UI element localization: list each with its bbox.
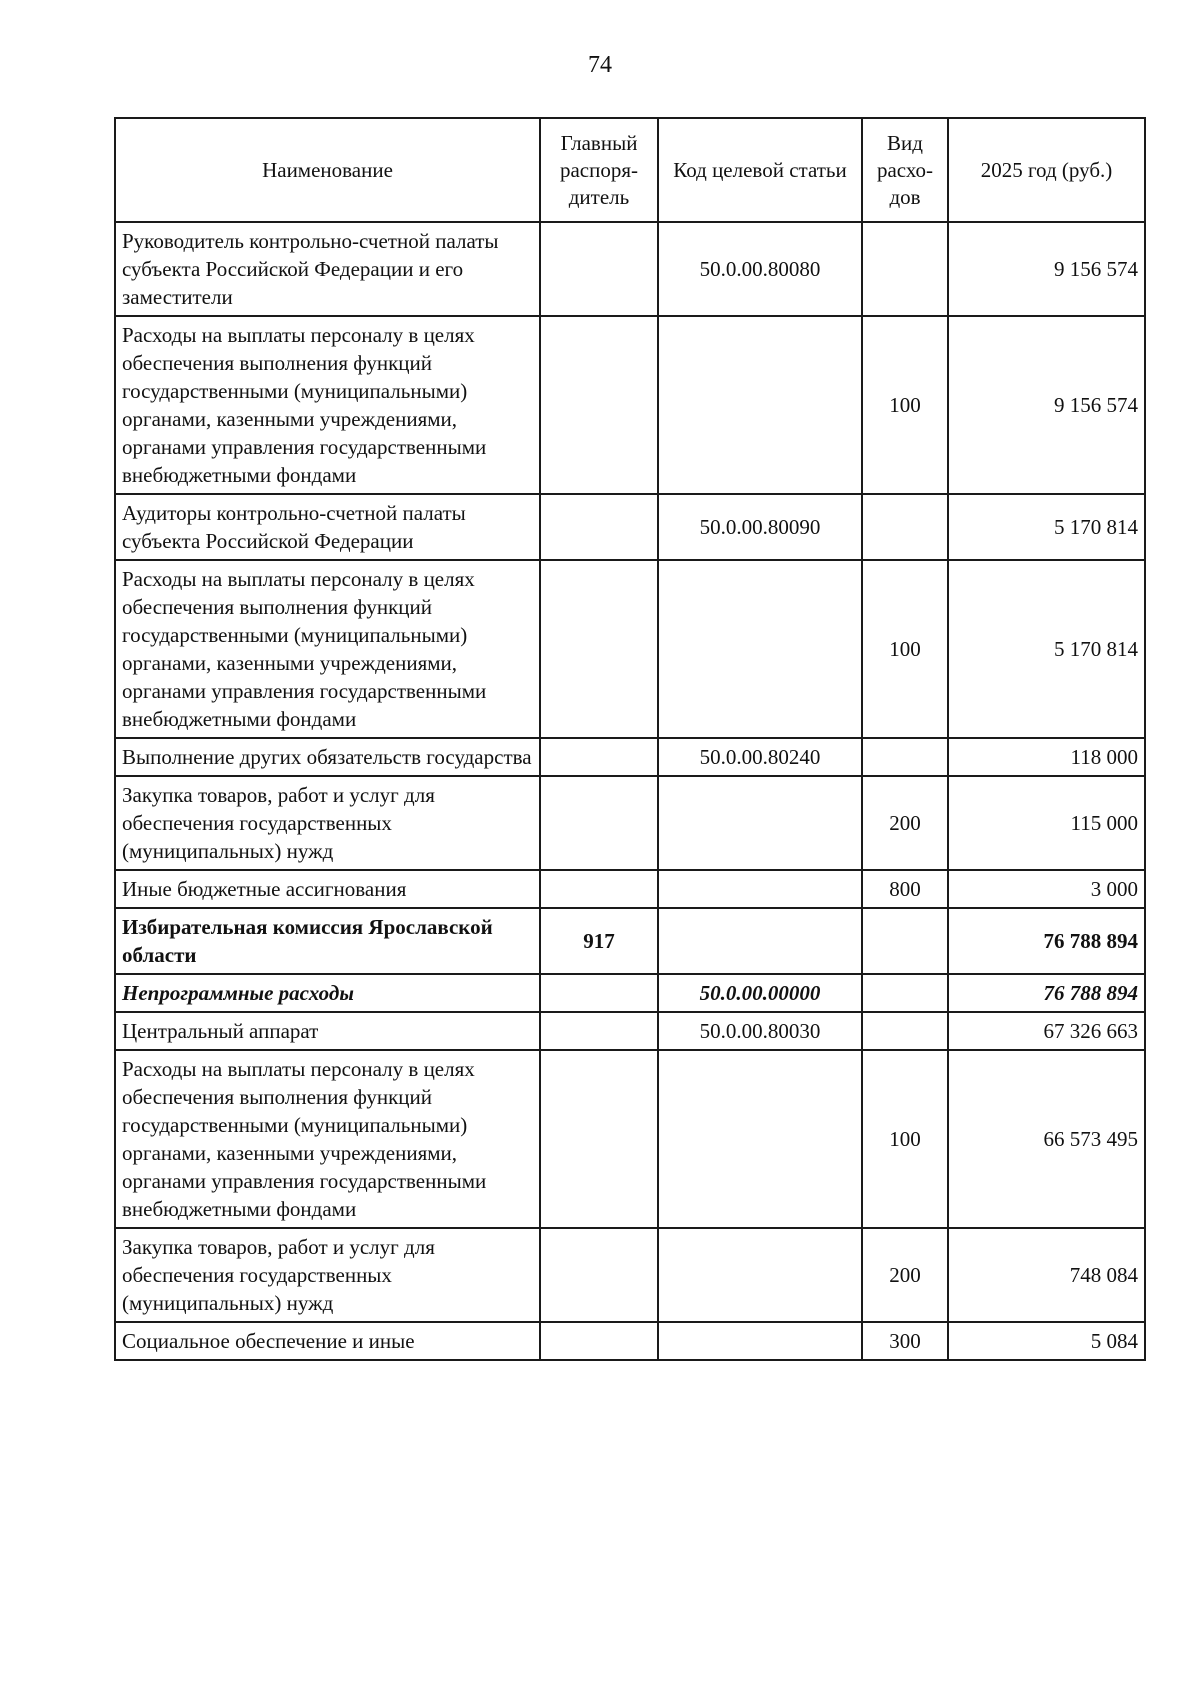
table-row bbox=[115, 222, 1145, 316]
cell-name: Социальное обеспечение и иные bbox=[115, 1322, 540, 1360]
cell-manager bbox=[540, 560, 658, 738]
cell-code: 50.0.00.80240 bbox=[658, 738, 862, 776]
header-manager: Главный распоря-дитель bbox=[540, 118, 658, 222]
table-row bbox=[115, 560, 1145, 738]
cell-amount: 5 084 bbox=[948, 1322, 1145, 1360]
table-row bbox=[115, 1050, 1145, 1228]
cell-name: Непрограммные расходы bbox=[115, 974, 540, 1012]
cell-manager bbox=[540, 1322, 658, 1360]
cell-code bbox=[658, 560, 862, 738]
table-row bbox=[115, 974, 1145, 1012]
table-row bbox=[115, 494, 1145, 560]
cell-type: 100 bbox=[862, 316, 948, 494]
table-row bbox=[115, 1012, 1145, 1050]
cell-type bbox=[862, 974, 948, 1012]
header-amount: 2025 год (руб.) bbox=[948, 118, 1145, 222]
cell-manager bbox=[540, 870, 658, 908]
cell-code bbox=[658, 776, 862, 870]
cell-amount: 5 170 814 bbox=[948, 494, 1145, 560]
cell-type bbox=[862, 738, 948, 776]
cell-amount: 76 788 894 bbox=[948, 974, 1145, 1012]
cell-code: 50.0.00.80080 bbox=[658, 222, 862, 316]
cell-code: 50.0.00.00000 bbox=[658, 974, 862, 1012]
cell-code bbox=[658, 1322, 862, 1360]
cell-type: 200 bbox=[862, 776, 948, 870]
cell-manager: 917 bbox=[540, 908, 658, 974]
cell-manager bbox=[540, 1012, 658, 1050]
cell-type: 100 bbox=[862, 560, 948, 738]
cell-manager bbox=[540, 776, 658, 870]
table-row bbox=[115, 738, 1145, 776]
page-number: 74 bbox=[588, 52, 612, 78]
cell-amount: 76 788 894 bbox=[948, 908, 1145, 974]
table-body bbox=[115, 222, 1145, 1360]
cell-name: Выполнение других обязательств государства bbox=[115, 738, 540, 776]
cell-manager bbox=[540, 1228, 658, 1322]
cell-code bbox=[658, 1228, 862, 1322]
cell-code bbox=[658, 870, 862, 908]
cell-type bbox=[862, 222, 948, 316]
header-name: Наименование bbox=[115, 118, 540, 222]
budget-table bbox=[114, 117, 1146, 1361]
cell-name: Расходы на выплаты персоналу в целях обеспечения выполнения функций государственными (муниципальными) органами, казенными учреждениями, органами управления государственными внебюджетными фондами bbox=[115, 1050, 540, 1228]
cell-name: Закупка товаров, работ и услуг для обеспечения государственных (муниципальных) нужд bbox=[115, 1228, 540, 1322]
cell-amount: 5 170 814 bbox=[948, 560, 1145, 738]
cell-type bbox=[862, 1012, 948, 1050]
table-row bbox=[115, 1322, 1145, 1360]
cell-manager bbox=[540, 494, 658, 560]
cell-amount: 9 156 574 bbox=[948, 222, 1145, 316]
cell-type: 300 bbox=[862, 1322, 948, 1360]
cell-amount: 3 000 bbox=[948, 870, 1145, 908]
cell-code bbox=[658, 1050, 862, 1228]
cell-amount: 748 084 bbox=[948, 1228, 1145, 1322]
cell-amount: 67 326 663 bbox=[948, 1012, 1145, 1050]
table-row bbox=[115, 908, 1145, 974]
cell-type bbox=[862, 908, 948, 974]
cell-code: 50.0.00.80090 bbox=[658, 494, 862, 560]
cell-amount: 115 000 bbox=[948, 776, 1145, 870]
cell-manager bbox=[540, 316, 658, 494]
cell-name: Руководитель контрольно-счетной палаты субъекта Российской Федерации и его заместители bbox=[115, 222, 540, 316]
cell-code bbox=[658, 908, 862, 974]
cell-amount: 66 573 495 bbox=[948, 1050, 1145, 1228]
cell-amount: 9 156 574 bbox=[948, 316, 1145, 494]
cell-name: Закупка товаров, работ и услуг для обеспечения государственных (муниципальных) нужд bbox=[115, 776, 540, 870]
header-code: Код целевой статьи bbox=[658, 118, 862, 222]
cell-manager bbox=[540, 1050, 658, 1228]
cell-type: 200 bbox=[862, 1228, 948, 1322]
cell-type bbox=[862, 494, 948, 560]
table-row bbox=[115, 316, 1145, 494]
table-row bbox=[115, 870, 1145, 908]
cell-amount: 118 000 bbox=[948, 738, 1145, 776]
cell-manager bbox=[540, 974, 658, 1012]
table-row bbox=[115, 1228, 1145, 1322]
table-row bbox=[115, 776, 1145, 870]
cell-name: Центральный аппарат bbox=[115, 1012, 540, 1050]
cell-manager bbox=[540, 738, 658, 776]
cell-name: Расходы на выплаты персоналу в целях обеспечения выполнения функций государственными (муниципальными) органами, казенными учреждениями, органами управления государственными внебюджетными фондами bbox=[115, 560, 540, 738]
cell-type: 800 bbox=[862, 870, 948, 908]
cell-manager bbox=[540, 222, 658, 316]
table-header-row bbox=[115, 118, 1145, 222]
header-type: Вид расхо-дов bbox=[862, 118, 948, 222]
cell-code: 50.0.00.80030 bbox=[658, 1012, 862, 1050]
cell-name: Аудиторы контрольно-счетной палаты субъекта Российской Федерации bbox=[115, 494, 540, 560]
cell-name: Иные бюджетные ассигнования bbox=[115, 870, 540, 908]
cell-name: Избирательная комиссия Ярославской области bbox=[115, 908, 540, 974]
cell-type: 100 bbox=[862, 1050, 948, 1228]
cell-name: Расходы на выплаты персоналу в целях обеспечения выполнения функций государственными (муниципальными) органами, казенными учреждениями, органами управления государственными внебюджетными фондами bbox=[115, 316, 540, 494]
cell-code bbox=[658, 316, 862, 494]
